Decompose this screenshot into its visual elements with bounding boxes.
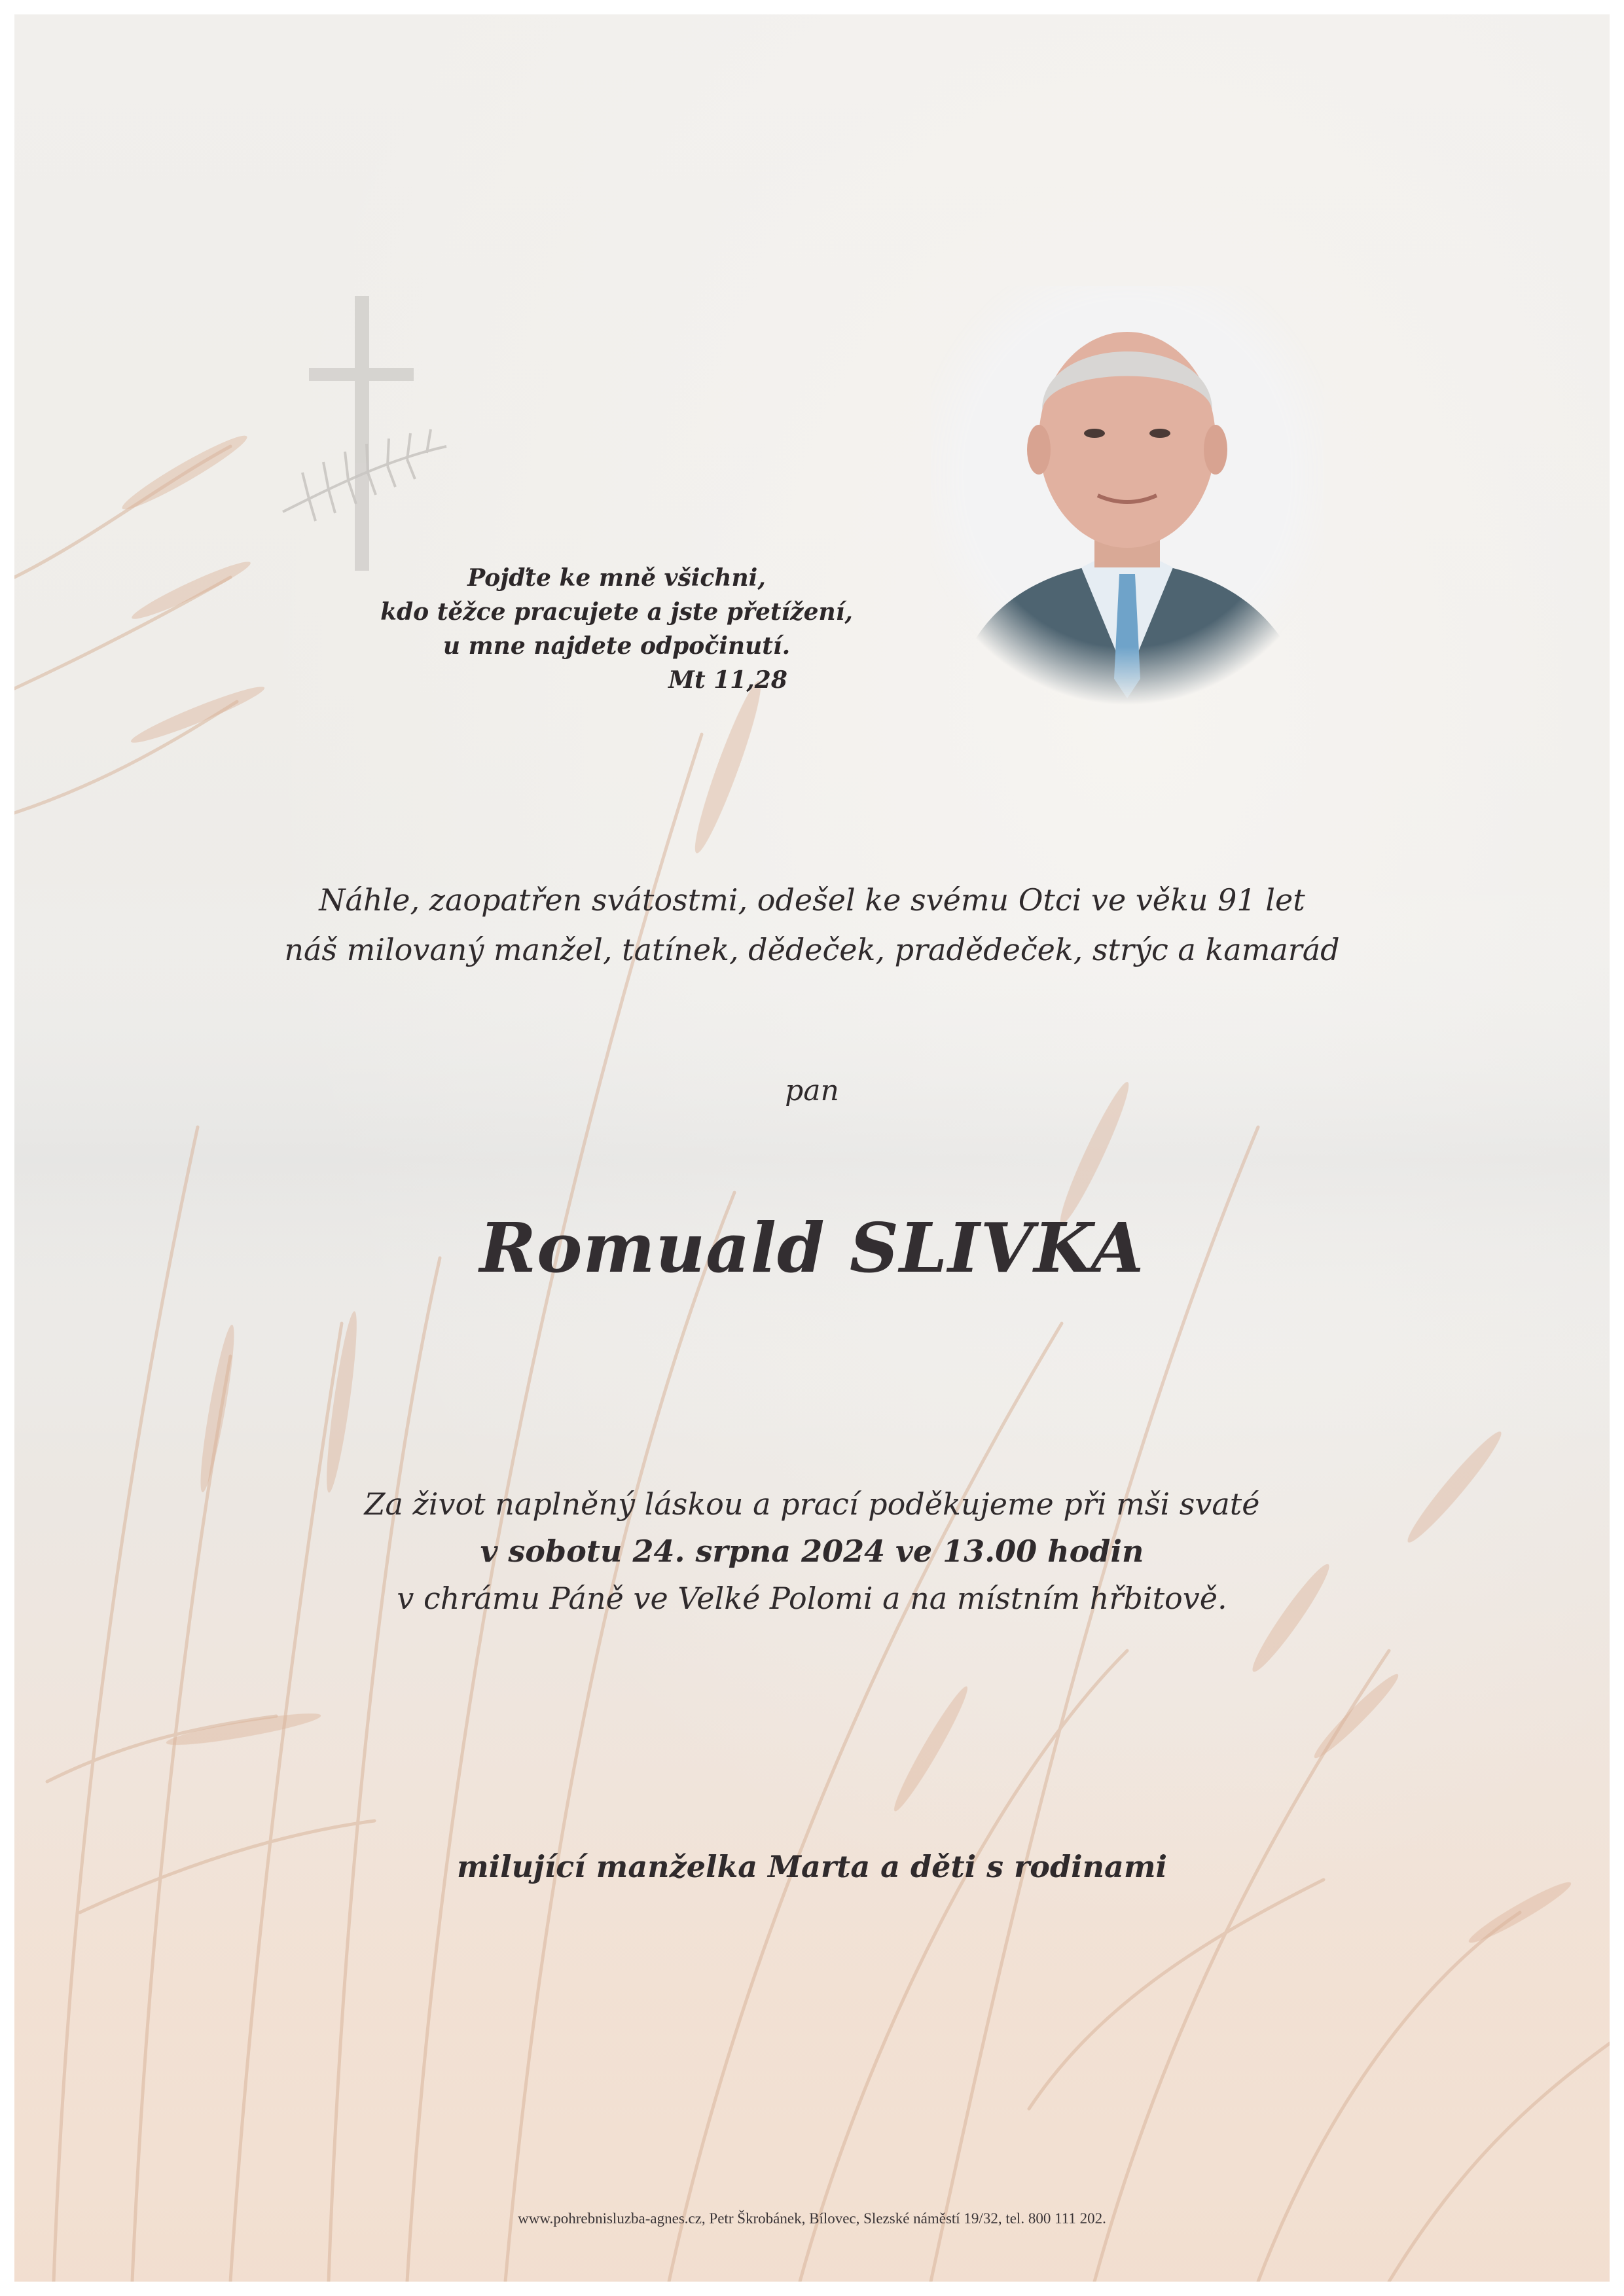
footer-contact: www.pohrebnisluzba-agnes.cz, Petr Škrobánek, Bílovec, Slezské náměstí 19/32, tel. 800 111 202.: [518, 2210, 1106, 2227]
quote-line: u mne najdete odpočinutí.: [442, 632, 791, 660]
family-signature: milující manželka Marta a děti s rodinami: [456, 1849, 1168, 1884]
service-location: v chrámu Páně ve Velké Polomi a na místním hřbitově.: [397, 1581, 1227, 1616]
quote-reference: Mt 11,28: [668, 666, 787, 694]
service-details: [14, 1480, 1610, 1622]
service-line: Za život naplněný láskou a prací poděkujeme při mši svaté: [364, 1486, 1260, 1522]
bible-quote: [302, 561, 931, 697]
portrait-photo: [931, 286, 1324, 705]
cross-with-palm-icon: [257, 296, 479, 577]
grass-background: [14, 14, 1610, 2282]
quote-line: kdo těžce pracujete a jste přetížení,: [380, 598, 853, 626]
salutation: pan: [785, 1074, 839, 1107]
paper-sheet: [14, 14, 1610, 2282]
announcement-line: Náhle, zaopatřen svátostmi, odešel ke svému Otci ve věku 91 let: [319, 882, 1305, 918]
announcement-text: [14, 875, 1610, 975]
deceased-name: Romuald SLIVKA: [479, 1208, 1145, 1288]
service-date: v sobotu 24. srpna 2024 ve 13.00 hodin: [480, 1534, 1144, 1569]
quote-line: Pojďte ke mně všichni,: [467, 564, 766, 592]
announcement-line: náš milovaný manžel, tatínek, dědeček, pradědeček, strýc a kamarád: [284, 932, 1340, 967]
